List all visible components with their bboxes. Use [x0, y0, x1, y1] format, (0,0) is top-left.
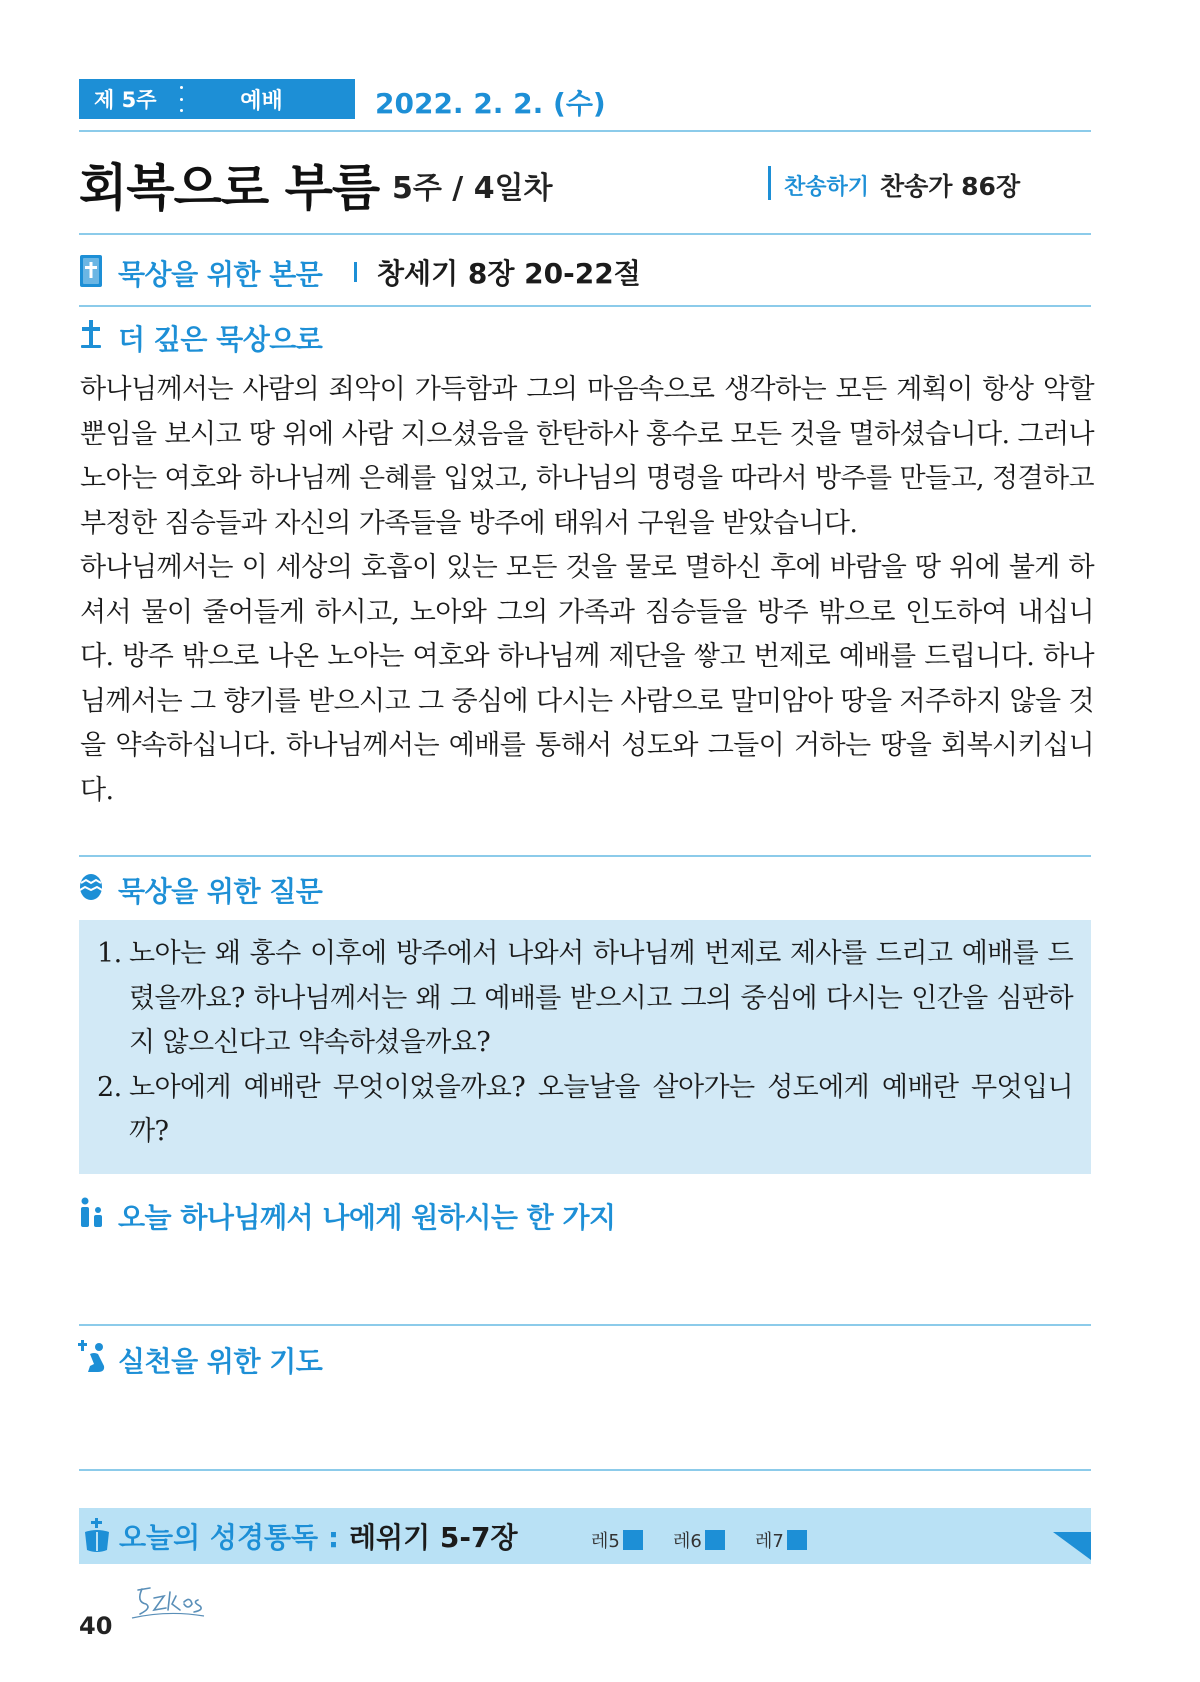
reading-check-label: 레6: [673, 1531, 702, 1552]
meditation-paragraph: 하나님께서는 사람의 죄악이 가득함과 그의 마음속으로 생각하는 모든 계획이 항상 악할 뿐임을 보시고 땅 위에 사람 지으셨음을 한탄하사 홍수로 모든 것을 멸하셨습니다. 그러나 노아는 여호와 하나님께 은혜를 입었고, 하나님의 명령을 따라서 방주를 만들고, 정결하고 부정한 짐승들과 자신의 가족들을 방주에 태워서 구원을 받았습니다.: [80, 374, 1094, 539]
week-tag: [79, 79, 355, 119]
questions-box: [79, 920, 1091, 1174]
divider: [79, 233, 1091, 235]
question-text: 노아에게 예배란 무엇이었을까요? 오늘날을 살아가는 성도에게 예배란 무엇입니까?: [129, 1071, 1073, 1147]
page-title: 회복으로 부름: [79, 159, 380, 217]
one-thing-label: 오늘 하나님께서 나에게 원하시는 한 가지: [118, 1201, 616, 1234]
date: 2022. 2. 2. (수): [375, 87, 606, 120]
logo: [128, 1582, 208, 1626]
checkbox[interactable]: [705, 1530, 725, 1550]
hymn-value: 찬송가 86장: [880, 172, 1021, 201]
checkbox[interactable]: [623, 1530, 643, 1550]
reading-check-label: 레7: [755, 1531, 784, 1552]
hymn-label: 찬송하기: [784, 175, 870, 200]
meditation-label: 더 깊은 묵상으로: [118, 323, 323, 356]
divider: [79, 305, 1091, 307]
checkbox[interactable]: [787, 1530, 807, 1550]
bible-reading-bar: [79, 1508, 1091, 1564]
question-number: 1.: [97, 938, 122, 969]
question-number: 2.: [97, 1071, 122, 1103]
people-icon: [79, 1197, 105, 1229]
hymn-bar: [768, 166, 771, 200]
day-label: 5주 / 4일차: [392, 171, 553, 206]
reading-check-item[interactable]: [591, 1527, 643, 1553]
reading-icon: [83, 1518, 111, 1554]
separator-dots: [174, 86, 188, 112]
reading-check-item[interactable]: [673, 1527, 725, 1553]
divider: [79, 1324, 1091, 1326]
reading-book: 레위기 5-7장: [349, 1521, 518, 1554]
question-text: 노아는 왜 홍수 이후에 방주에서 나와서 하나님께 번제로 제사를 드리고 예배를 드렸을까요? 하나님께서는 왜 그 예배를 받으시고 그의 중심에 다시는 인간을 심판하지 않으신다고 약속하셨을까요?: [129, 938, 1073, 1058]
scripture-separator: [354, 262, 357, 282]
question-item: [97, 1066, 1073, 1155]
egg-icon: [78, 871, 104, 901]
questions-label: 묵상을 위한 질문: [118, 875, 323, 908]
divider: [79, 855, 1091, 857]
reading-check-item[interactable]: [755, 1527, 807, 1553]
type-label: 예배: [240, 88, 283, 114]
week-label: 제 5주: [94, 88, 157, 112]
scripture-reference: 창세기 8장 20-22절: [377, 257, 641, 290]
reading-check-label: 레5: [591, 1531, 620, 1552]
page-number: 40: [79, 1612, 113, 1640]
scripture-label: 묵상을 위한 본문: [118, 258, 323, 291]
reading-label: 오늘의 성경통독 :: [119, 1521, 340, 1554]
divider: [79, 130, 1091, 132]
divider: [79, 1469, 1091, 1471]
meditation-paragraph: 하나님께서는 이 세상의 호흡이 있는 모든 것을 물로 멸하신 후에 바람을 땅 위에 불게 하셔서 물이 줄어들게 하시고, 노아와 그의 가족과 짐승들을 방주 밖으로 인도하여 내십니다. 방주 밖으로 나온 노아는 여호와 하나님께 제단을 쌓고 번제로 예배를 드립니다. 하나님께서는 그 향기를 받으시고 그 중심에 다시는 사람으로 말미암아 땅을 저주하지 않을 것을 약속하십니다. 하나님께서는 예배를 통해서 성도와 그들이 거하는 땅을 회복시키십니다.: [80, 552, 1094, 806]
corner-fold: [1053, 1532, 1091, 1560]
cross-icon: [79, 318, 103, 350]
prayer-label: 실천을 위한 기도: [118, 1345, 323, 1378]
bible-icon: [79, 254, 103, 288]
meditation-text: [80, 368, 1094, 813]
prayer-icon: [78, 1340, 108, 1374]
question-item: [97, 932, 1073, 1066]
